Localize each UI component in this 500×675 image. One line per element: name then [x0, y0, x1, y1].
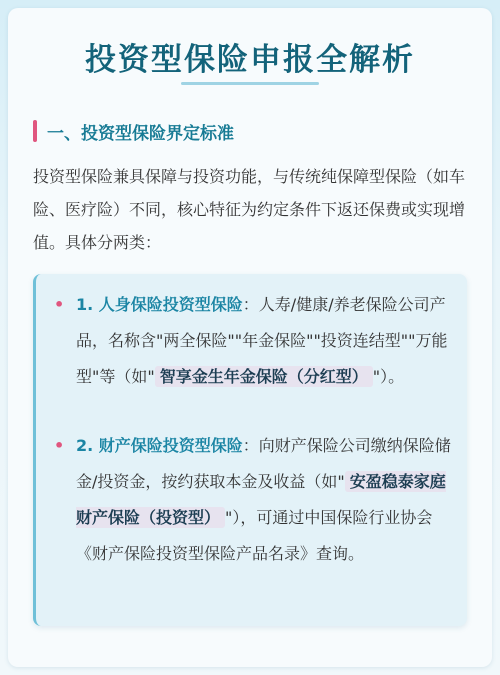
list-item: [54, 428, 454, 572]
item-title: 1. 人身保险投资型保险: [76, 295, 243, 314]
page-title: 投资型保险申报全解析: [85, 42, 415, 78]
section-title: 一、投资型保险界定标准: [47, 123, 234, 144]
list-item: [54, 287, 454, 395]
bullet-icon: •: [54, 295, 65, 314]
intro-paragraph: 投资型保险兼具保障与投资功能，与传统纯保障型保险（如车险、医疗险）不同，核心特征为约定条件下返还保费或实现增值。具体分两类：: [33, 167, 466, 252]
title-underline: [181, 82, 319, 85]
item-title: 2. 财产保险投资型保险: [76, 436, 243, 455]
product-name-highlight: 智享金生年金保险（分红型）: [155, 366, 373, 387]
section-heading: [33, 118, 234, 144]
item-text: ：人寿/健康/养老保险公司产品，名称含"两全保险""年金保险""投资连结型""万能型"等（如": [76, 295, 448, 386]
list-item-body: [54, 287, 454, 395]
item-text-end: "），可通过中国保险行业协会《财产保险投资型保险产品名录》查询。: [76, 508, 433, 563]
item-text: ：向财产保险公司缴纳保险储金/投资金，按约获取本金及收益（如": [76, 436, 451, 491]
category-box: [33, 274, 467, 626]
item-text-end: "）。: [372, 367, 405, 386]
list-item-body: [54, 428, 454, 572]
section-accent-bar: [33, 120, 37, 142]
product-name-highlight: 安盈稳泰家庭财产保险（投资型）: [76, 472, 446, 527]
bullet-icon: •: [54, 436, 65, 455]
